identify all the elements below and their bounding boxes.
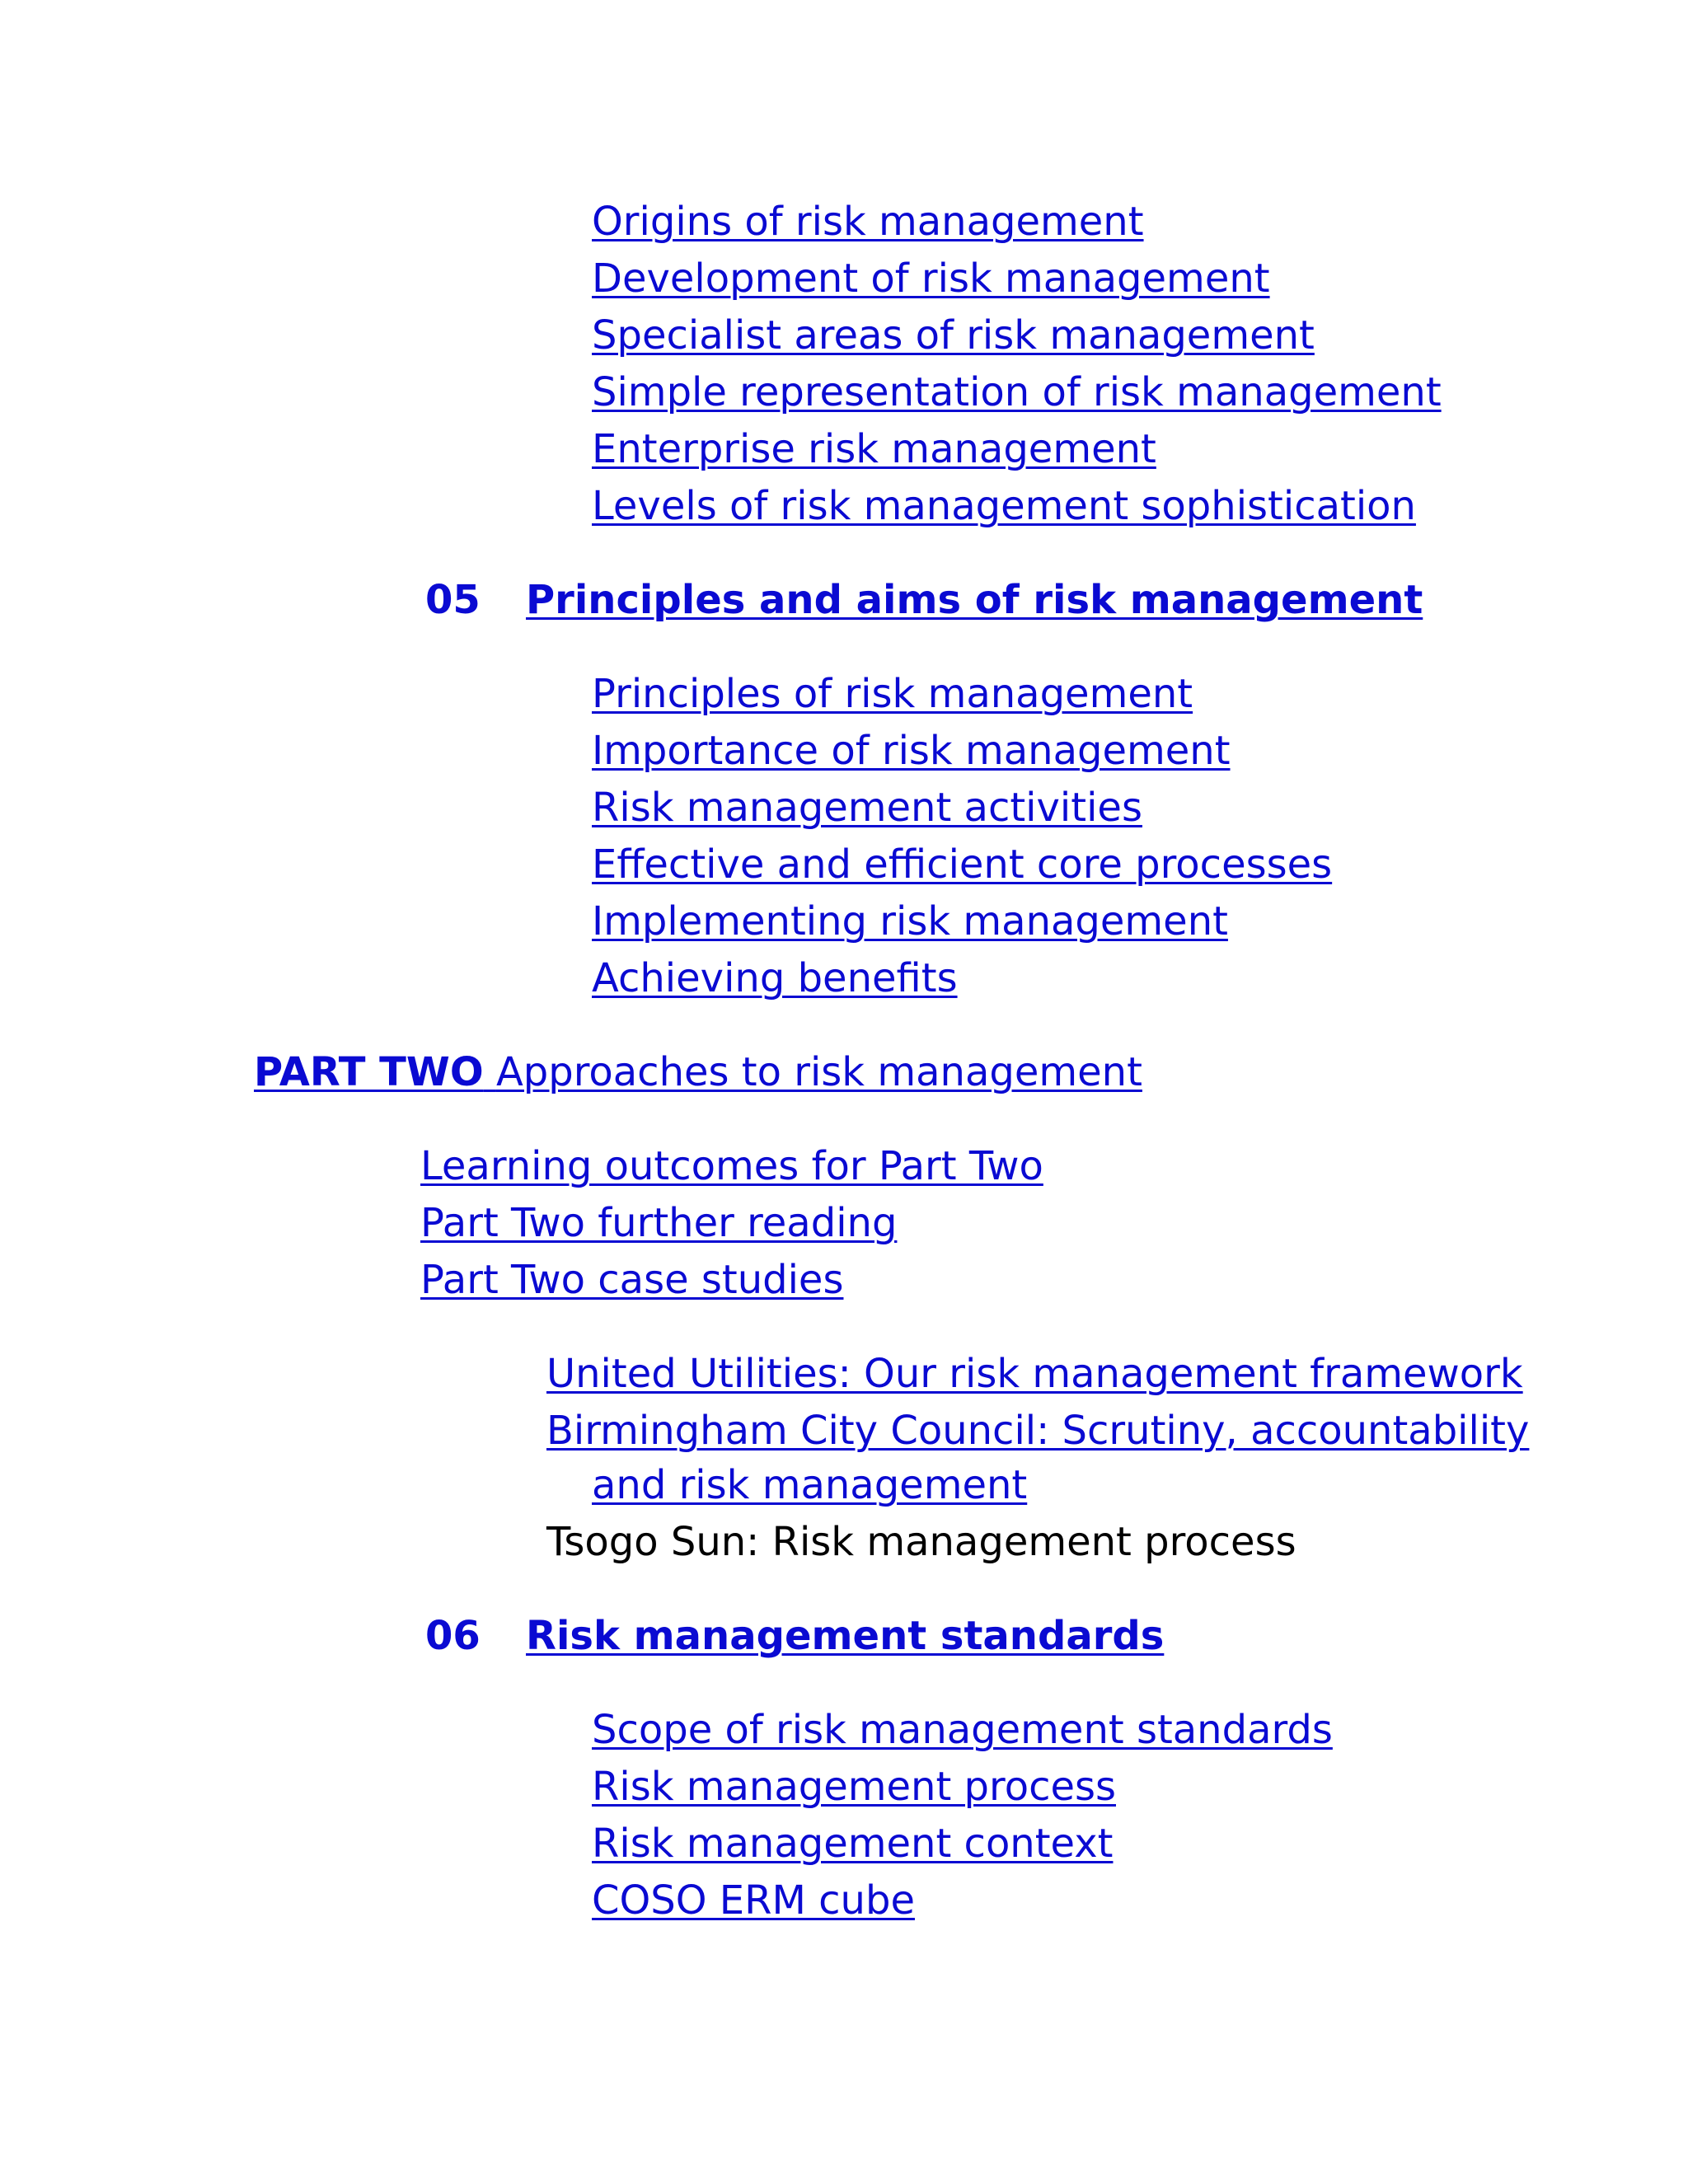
toc-link[interactable]: Development of risk management xyxy=(592,255,1270,302)
toc-link[interactable]: Implementing risk management xyxy=(592,898,1228,944)
toc-item[interactable] xyxy=(420,1200,898,1246)
part-two-link[interactable] xyxy=(254,1049,1142,1095)
toc-item[interactable] xyxy=(592,841,1333,888)
toc-link[interactable]: Importance of risk management xyxy=(592,728,1231,774)
chapter-title: Principles and aims of risk management xyxy=(526,577,1423,623)
toc-link[interactable]: Part Two case studies xyxy=(420,1257,844,1303)
toc-item[interactable] xyxy=(592,483,1416,529)
chapter-title: Risk management standards xyxy=(526,1613,1165,1659)
chapter-05-link[interactable] xyxy=(425,577,1423,623)
case-study-item[interactable] xyxy=(546,1408,1530,1454)
toc-item[interactable] xyxy=(592,1821,1114,1867)
toc-link[interactable]: Levels of risk management sophistication xyxy=(592,483,1416,529)
toc-item[interactable] xyxy=(592,1707,1333,1753)
toc-item[interactable] xyxy=(592,426,1156,472)
toc-item[interactable] xyxy=(592,369,1442,415)
chapter-number: 05 xyxy=(425,577,481,623)
toc-item[interactable] xyxy=(420,1143,1043,1189)
toc-item[interactable] xyxy=(592,728,1231,774)
chapter-05-heading[interactable] xyxy=(425,577,1423,623)
toc-item[interactable] xyxy=(592,255,1270,302)
case-study-link[interactable]: Birmingham City Council: Scrutiny, accountability xyxy=(546,1408,1530,1454)
case-study-link[interactable]: United Utilities: Our risk management framework xyxy=(546,1351,1523,1397)
toc-item[interactable] xyxy=(592,898,1228,944)
toc-link[interactable]: Learning outcomes for Part Two xyxy=(420,1143,1043,1189)
toc-link[interactable]: Risk management activities xyxy=(592,785,1142,831)
toc-link[interactable]: Scope of risk management standards xyxy=(592,1707,1333,1753)
toc-link[interactable]: Risk management process xyxy=(592,1764,1116,1810)
toc-item[interactable] xyxy=(592,1764,1116,1810)
toc-link[interactable]: Simple representation of risk management xyxy=(592,369,1442,415)
toc-item[interactable] xyxy=(592,955,958,1001)
toc-link[interactable]: COSO ERM cube xyxy=(592,1877,915,1924)
toc-link[interactable]: Effective and efficient core processes xyxy=(592,841,1333,888)
toc-link[interactable]: Enterprise risk management xyxy=(592,426,1156,472)
chapter-number: 06 xyxy=(425,1613,481,1659)
toc-item[interactable] xyxy=(420,1257,844,1303)
toc-link[interactable]: Principles of risk management xyxy=(592,671,1193,717)
case-study-item-plain: Tsogo Sun: Risk management process xyxy=(546,1519,1296,1565)
toc-item[interactable] xyxy=(592,785,1142,831)
toc-link[interactable]: Part Two further reading xyxy=(420,1200,898,1246)
chapter-06-link[interactable] xyxy=(425,1613,1164,1659)
toc-item[interactable] xyxy=(592,199,1144,245)
toc-link[interactable]: Risk management context xyxy=(592,1821,1114,1867)
toc-item[interactable] xyxy=(592,1877,915,1924)
case-study-item-continuation[interactable] xyxy=(592,1462,1028,1508)
toc-link[interactable]: Specialist areas of risk management xyxy=(592,312,1315,359)
toc-item[interactable] xyxy=(592,312,1315,359)
part-label: PART TWO xyxy=(254,1049,484,1095)
case-study-item[interactable] xyxy=(546,1351,1523,1397)
toc-link[interactable]: Origins of risk management xyxy=(592,199,1144,245)
case-study-link[interactable]: and risk management xyxy=(592,1462,1028,1508)
toc-link[interactable]: Achieving benefits xyxy=(592,955,958,1001)
part-two-heading[interactable] xyxy=(254,1049,1142,1095)
chapter-06-heading[interactable] xyxy=(425,1613,1165,1659)
part-title: Approaches to risk management xyxy=(495,1049,1142,1095)
toc-item[interactable] xyxy=(592,671,1193,717)
